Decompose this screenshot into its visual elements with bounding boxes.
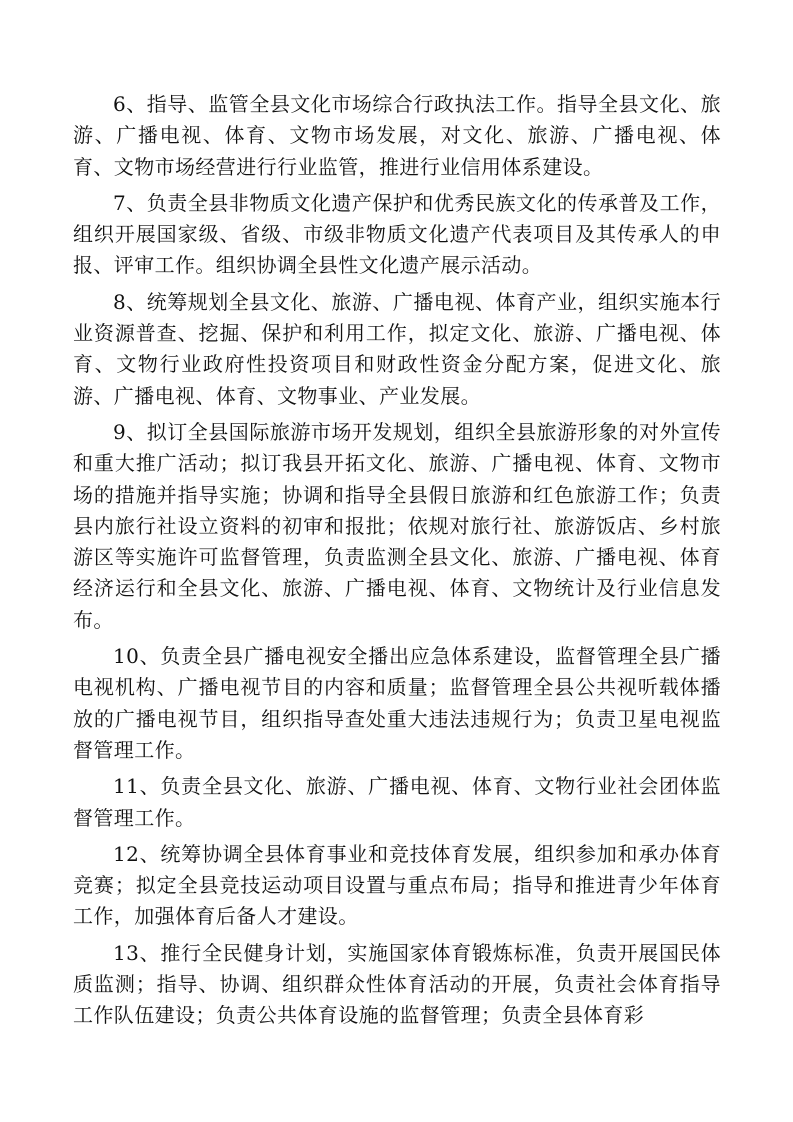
paragraph-11: 11、负责全县文化、旅游、广播电视、体育、文物行业社会团体监督管理工作。 bbox=[73, 774, 721, 830]
document-page bbox=[73, 89, 721, 1037]
paragraph-7: 7、负责全县非物质文化遗产保护和优秀民族文化的传承普及工作，组织开展国家级、省级、市级非物质文化遗产代表项目及其传承人的申报、评审工作。组织协调全县性文化遗产展示活动。 bbox=[73, 190, 721, 278]
paragraph-10: 10、负责全县广播电视安全播出应急体系建设，监督管理全县广播电视机构、广播电视节目的内容和质量；监督管理全县公共视听载体播放的广播电视节目，组织指导查处重大违法违规行为；负责卫星电视监督管理工作。 bbox=[73, 644, 721, 762]
paragraph-13: 13、推行全民健身计划，实施国家体育锻炼标准，负责开展国民体质监测；指导、协调、组织群众性体育活动的开展，负责社会体育指导工作队伍建设；负责公共体育设施的监督管理；负责全县体育彩 bbox=[73, 940, 721, 1028]
paragraph-8: 8、统筹规划全县文化、旅游、广播电视、体育产业，组织实施本行业资源普查、挖掘、保护和利用工作，拟定文化、旅游、广播电视、体育、文物行业政府性投资项目和财政性资金分配方案，促进文化、旅游、广播电视、体育、文物事业、产业发展。 bbox=[73, 289, 721, 408]
paragraph-6: 6、指导、监管全县文化市场综合行政执法工作。指导全县文化、旅游、广播电视、体育、文物市场发展，对文化、旅游、广播电视、体育、文物市场经营进行行业监管，推进行业信用体系建设。 bbox=[73, 92, 721, 179]
paragraph-9: 9、拟订全县国际旅游市场开发规划，组织全县旅游形象的对外宣传和重大推广活动；拟订我县开拓文化、旅游、广播电视、体育、文物市场的措施并指导实施；协调和指导全县假日旅游和红色旅游工作；负责县内旅行社设立资料的初审和报批；依规对旅行社、旅游饭店、乡村旅游区等实施许可监督管理，负责监测全县文化、旅游、广播电视、体育经济运行和全县文化、旅游、广播电视、体育、文物统计及行业信息发布。 bbox=[73, 419, 721, 632]
paragraph-12: 12、统筹协调全县体育事业和竞技体育发展，组织参加和承办体育竞赛；拟定全县竞技运动项目设置与重点布局；指导和推进青少年体育工作，加强体育后备人才建设。 bbox=[73, 841, 721, 929]
